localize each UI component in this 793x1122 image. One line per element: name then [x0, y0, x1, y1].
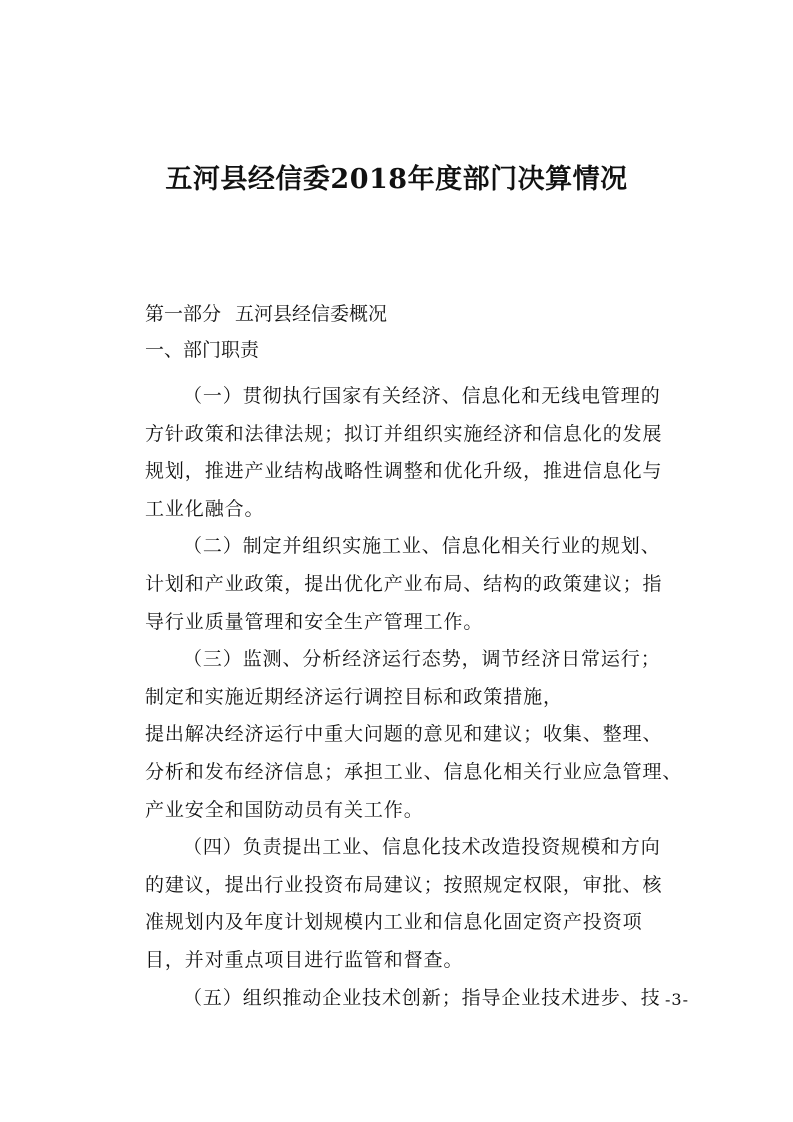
paragraph-line: 导行业质量管理和安全生产管理工作。 [145, 610, 484, 633]
paragraph-line: 提出解决经济运行中重大问题的意见和建议；收集、整理、 [145, 723, 663, 746]
paragraph-line: 的建议，提出行业投资布局建议；按照规定权限，审批、核 [145, 873, 663, 896]
paragraph-line: 工业化融合。 [145, 497, 265, 520]
paragraph-1 [145, 378, 663, 528]
paragraph-line: （五）组织推动企业技术创新；指导企业技术进步、技 [183, 986, 661, 1009]
section-heading: 一、部门职责 [145, 339, 260, 361]
paragraph-line: （一）贯彻执行国家有关经济、信息化和无线电管理的 [183, 385, 661, 407]
paragraph-line: 目，并对重点项目进行监管和督查。 [145, 948, 464, 971]
document-title: 五河县经信委2018年度部门决算情况 [165, 164, 628, 195]
part-name: 五河县经信委概况 [235, 303, 388, 325]
paragraph-line: 计划和产业政策，提出优化产业布局、结构的政策建议；指 [145, 572, 663, 595]
part-number: 第一部分 [145, 303, 222, 325]
paragraph-line: 规划，推进产业结构战略性调整和优化升级，推进信息化与 [145, 460, 663, 483]
paragraph-4 [145, 829, 663, 979]
document-body [145, 300, 683, 1017]
paragraph-2 [145, 528, 663, 641]
paragraph-line: （四）负责提出工业、信息化技术改造投资规模和方向 [183, 836, 661, 859]
paragraph-line: 产业安全和国防动员有关工作。 [145, 798, 424, 821]
paragraph-5 [145, 980, 661, 1018]
page-number: -3- [665, 990, 689, 1009]
paragraph-line: 准规划内及年度计划规模内工业和信息化固定资产投资项 [145, 911, 643, 934]
paragraph-line: （二）制定并组织实施工业、信息化相关行业的规划、 [183, 535, 661, 558]
part-heading [145, 300, 645, 336]
paragraph-line: 制定和实施近期经济运行调控目标和政策措施， [145, 685, 563, 708]
paragraph-line: 分析和发布经济信息；承担工业、信息化相关行业应急管理、 [145, 760, 683, 783]
paragraph-3 [145, 641, 683, 829]
paragraph-line: （三）监测、分析经济运行态势，调节经济日常运行； [183, 648, 661, 671]
paragraph-line: 方针政策和法律法规；拟订并组织实施经济和信息化的发展 [145, 422, 663, 445]
